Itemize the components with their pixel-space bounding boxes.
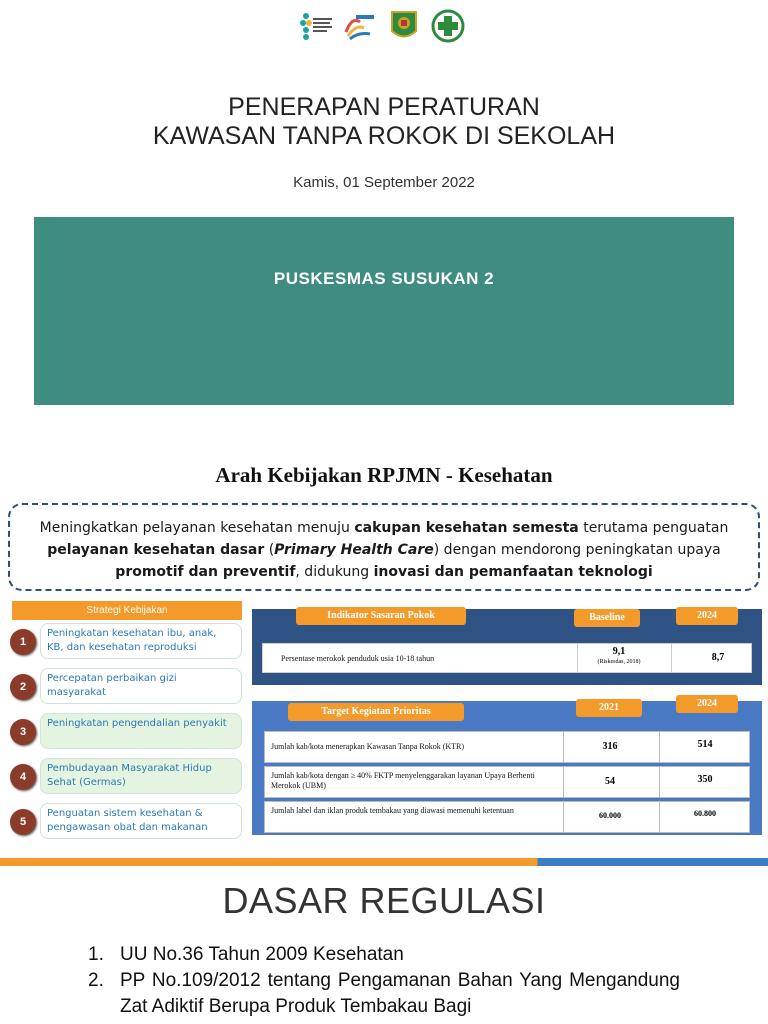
year-2024-column-header: 2024 xyxy=(676,695,738,713)
strategy-item xyxy=(8,758,246,794)
regulation-text: UU No.36 Tahun 2009 Kesehatan xyxy=(120,944,404,965)
baseline-source: (Riskesdas, 2018) xyxy=(597,659,641,665)
regency-crest-logo xyxy=(386,9,422,43)
target-header: Target Kegiatan Prioritas xyxy=(288,703,464,721)
strategy-number: 4 xyxy=(10,764,36,790)
target-2024-value: 60.800 xyxy=(694,809,716,818)
logo-strip xyxy=(298,8,466,44)
strategy-item xyxy=(8,668,246,704)
strategy-text: Peningkatan kesehatan ibu, anak, KB, dan kesehatan reproduksi xyxy=(40,623,242,659)
title-slide xyxy=(0,0,768,445)
target-row xyxy=(264,766,750,798)
policy-goal-box xyxy=(8,503,760,591)
goal-emphasis: promotif dan preventif xyxy=(115,564,296,580)
goal-emphasis: pelayanan kesehatan dasar xyxy=(47,542,265,558)
target-label: Jumlah kab/kota menerapkan Kawasan Tanpa Rokok (KTR) xyxy=(271,742,465,751)
regulation-item xyxy=(88,942,680,968)
strategy-text: Pembudayaan Masyarakat Hidup Sehat (Germas) xyxy=(40,758,242,794)
indicator-label: Persentase merokok penduduk usia 10-18 tahun xyxy=(281,654,435,663)
regulation-number: 2. xyxy=(88,970,104,991)
column-divider xyxy=(563,732,564,762)
policy-slide xyxy=(0,445,768,870)
strategy-number: 2 xyxy=(10,674,36,700)
target-2024-value: 514 xyxy=(697,739,713,750)
year-2021-column-header: 2021 xyxy=(576,699,642,717)
target-row xyxy=(264,731,750,763)
title-line-1: PENERAPAN PERATURAN xyxy=(228,93,540,121)
strategy-item xyxy=(8,803,246,839)
indicator-row xyxy=(262,643,752,673)
column-divider xyxy=(659,732,660,762)
target-2021-value: 54 xyxy=(605,776,615,787)
goal-text: ) dengan mendorong peningkatan upaya xyxy=(433,542,721,558)
organization-name: PUSKESMAS SUSUKAN 2 xyxy=(273,269,495,288)
kemenkes-logo xyxy=(298,9,334,43)
slide-title: DASAR REGULASI xyxy=(222,880,546,921)
column-divider xyxy=(563,767,564,797)
regulation-text: PP No.109/2012 tentang Pengamanan Bahan Yang Mengandung Zat Adiktif Berupa Produk Tembakau Bagi xyxy=(120,970,680,1017)
target-panel xyxy=(252,698,762,835)
strategy-number: 5 xyxy=(10,809,36,835)
goal-text: Meningkatkan pelayanan kesehatan menuju xyxy=(39,520,355,536)
baseline-value: 9,1 xyxy=(612,646,626,657)
strategy-item xyxy=(8,713,246,749)
target-2024-value: 350 xyxy=(697,774,713,785)
baseline-column-header: Baseline xyxy=(574,609,640,627)
target-label: Jumlah kab/kota dengan ≥ 40% FKTP menyelenggarakan layanan Upaya Berhenti Merokok (UBM) xyxy=(271,771,535,790)
strategy-header: Strategi Kebijakan xyxy=(12,601,242,620)
column-divider xyxy=(659,767,660,797)
column-divider xyxy=(671,644,672,672)
target-2024-value: 8,7 xyxy=(711,652,725,663)
strategy-item xyxy=(8,623,246,659)
regulation-item xyxy=(88,968,680,1020)
goal-text: ( xyxy=(264,542,275,558)
goal-emphasis: inovasi dan pemanfaatan teknologi xyxy=(373,564,653,580)
germas-logo xyxy=(342,9,378,43)
presentation-date: Kamis, 01 September 2022 xyxy=(293,174,475,191)
target-2021-value: 316 xyxy=(602,741,618,752)
column-divider xyxy=(563,802,564,832)
indicator-header: Indikator Sasaran Pokok xyxy=(296,607,466,625)
goal-text: terutama penguatan xyxy=(578,520,729,536)
regulation-slide xyxy=(0,870,768,1024)
year-2024-column-header: 2024 xyxy=(676,607,738,625)
column-divider xyxy=(577,644,578,672)
column-divider xyxy=(659,802,660,832)
regulation-list xyxy=(88,942,680,1020)
regulation-number: 1. xyxy=(88,944,104,965)
strategy-text: Penguatan sistem kesehatan & pengawasan obat dan makanan xyxy=(40,803,242,839)
target-label: Jumlah label dan iklan produk tembakau yang diawasi memenuhi ketentuan xyxy=(271,806,514,815)
target-rows xyxy=(264,731,750,836)
goal-text: , didukung xyxy=(295,564,374,580)
strategy-text: Peningkatan pengendalian penyakit xyxy=(40,713,242,749)
slide-title: Arah Kebijakan RPJMN - Kesehatan xyxy=(215,463,553,487)
goal-emphasis-italic: Primary Health Care xyxy=(274,542,434,558)
goal-emphasis: cakupan kesehatan semesta xyxy=(354,520,579,536)
strategy-number: 1 xyxy=(10,629,36,655)
presentation-title xyxy=(0,93,768,151)
target-2021-value: 60.000 xyxy=(599,811,621,820)
strategy-text: Percepatan perbaikan gizi masyarakat xyxy=(40,668,242,704)
title-line-2: KAWASAN TANPA ROKOK DI SEKOLAH xyxy=(152,122,616,150)
slide-footer-bar xyxy=(0,858,768,866)
indicator-panel xyxy=(252,609,762,685)
strategy-number: 3 xyxy=(10,719,36,745)
target-row xyxy=(264,801,750,833)
organization-banner xyxy=(34,217,734,405)
puskesmas-logo xyxy=(430,9,466,43)
